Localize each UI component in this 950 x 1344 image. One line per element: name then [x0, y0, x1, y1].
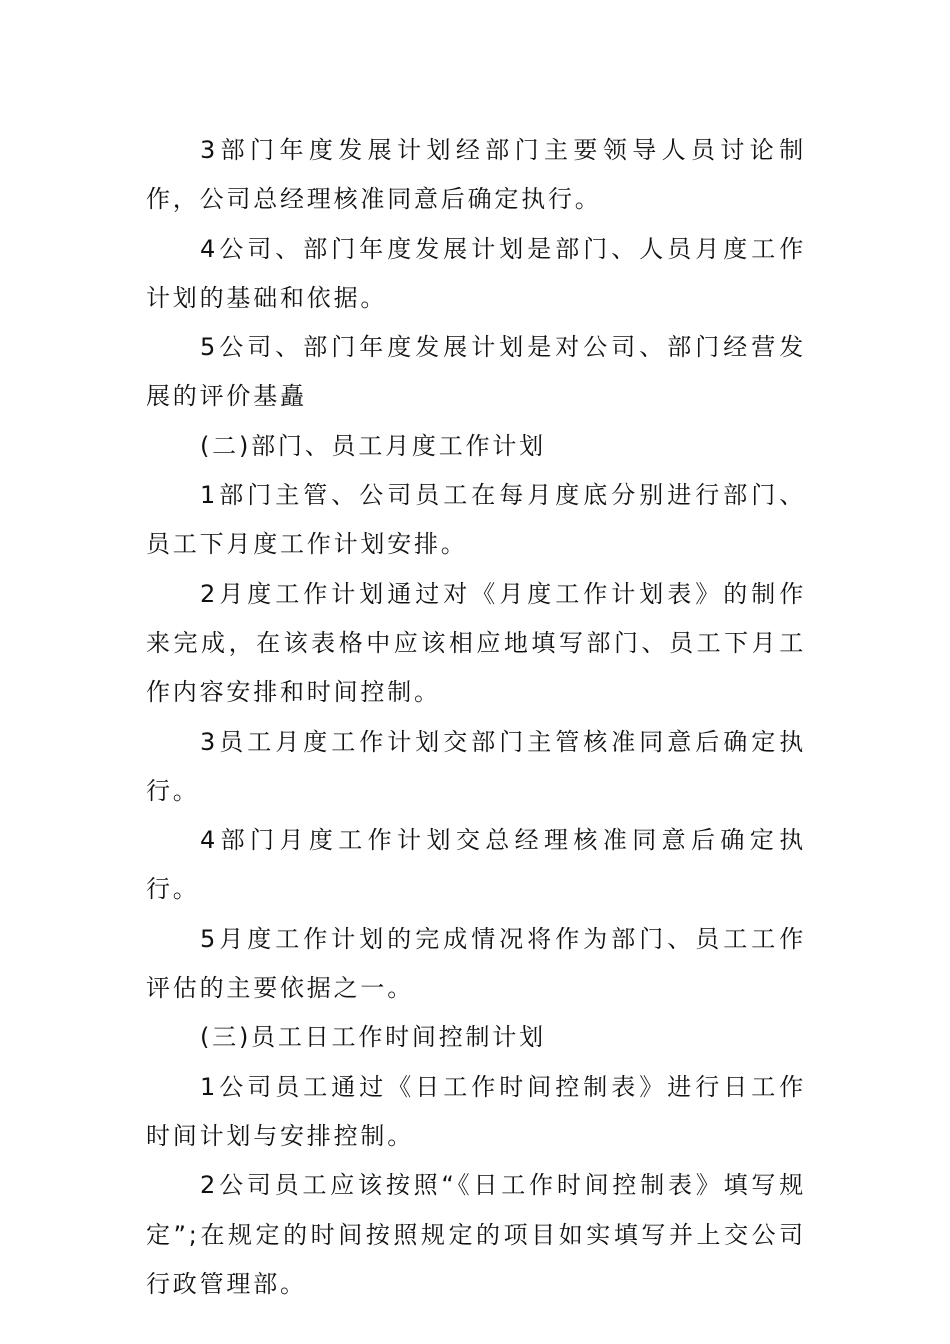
- paragraph-monthly-plan-assessment: 5月度工作计划的完成情况将作为部门、员工工作评估的主要依据之一。: [146, 924, 806, 1003]
- paragraph-daily-time-control-form: 1公司员工通过《日工作时间控制表》进行日工作时间计划与安排控制。: [146, 1072, 806, 1150]
- paragraph-annual-plan-basis: 4公司、部门年度发展计划是部门、人员月度工作计划的基础和依据。: [146, 234, 806, 312]
- paragraph-department-monthly-approval: 4部门月度工作计划交总经理核准同意后确定执行。: [146, 826, 806, 904]
- section-heading-monthly-plan: (二)部门、员工月度工作计划: [200, 431, 546, 460]
- paragraph-monthly-plan-arrangement: 1部门主管、公司员工在每月度底分别进行部门、员工下月度工作计划安排。: [146, 481, 806, 559]
- paragraph-annual-plan-approval: 3部门年度发展计划经部门主要领导人员讨论制作，公司总经理核准同意后确定执行。: [146, 136, 806, 214]
- paragraph-monthly-plan-form: 2月度工作计划通过对《月度工作计划表》的制作来完成，在该表格中应该相应地填写部门、员工下月工作内容安排和时间控制。: [146, 579, 806, 707]
- paragraph-employee-monthly-approval: 3员工月度工作计划交部门主管核准同意后确定执行。: [146, 727, 806, 805]
- document-body: [146, 126, 806, 1309]
- paragraph-daily-time-control-submission: 2公司员工应该按照“《日工作时间控制表》填写规定”;在规定的时间按照规定的项目如实填写并上交公司行政管理部。: [146, 1171, 806, 1298]
- section-heading-daily-time-control: (三)员工日工作时间控制计划: [200, 1023, 546, 1052]
- paragraph-annual-plan-evaluation: 5公司、部门年度发展计划是对公司、部门经营发展的评价基矗: [146, 333, 806, 411]
